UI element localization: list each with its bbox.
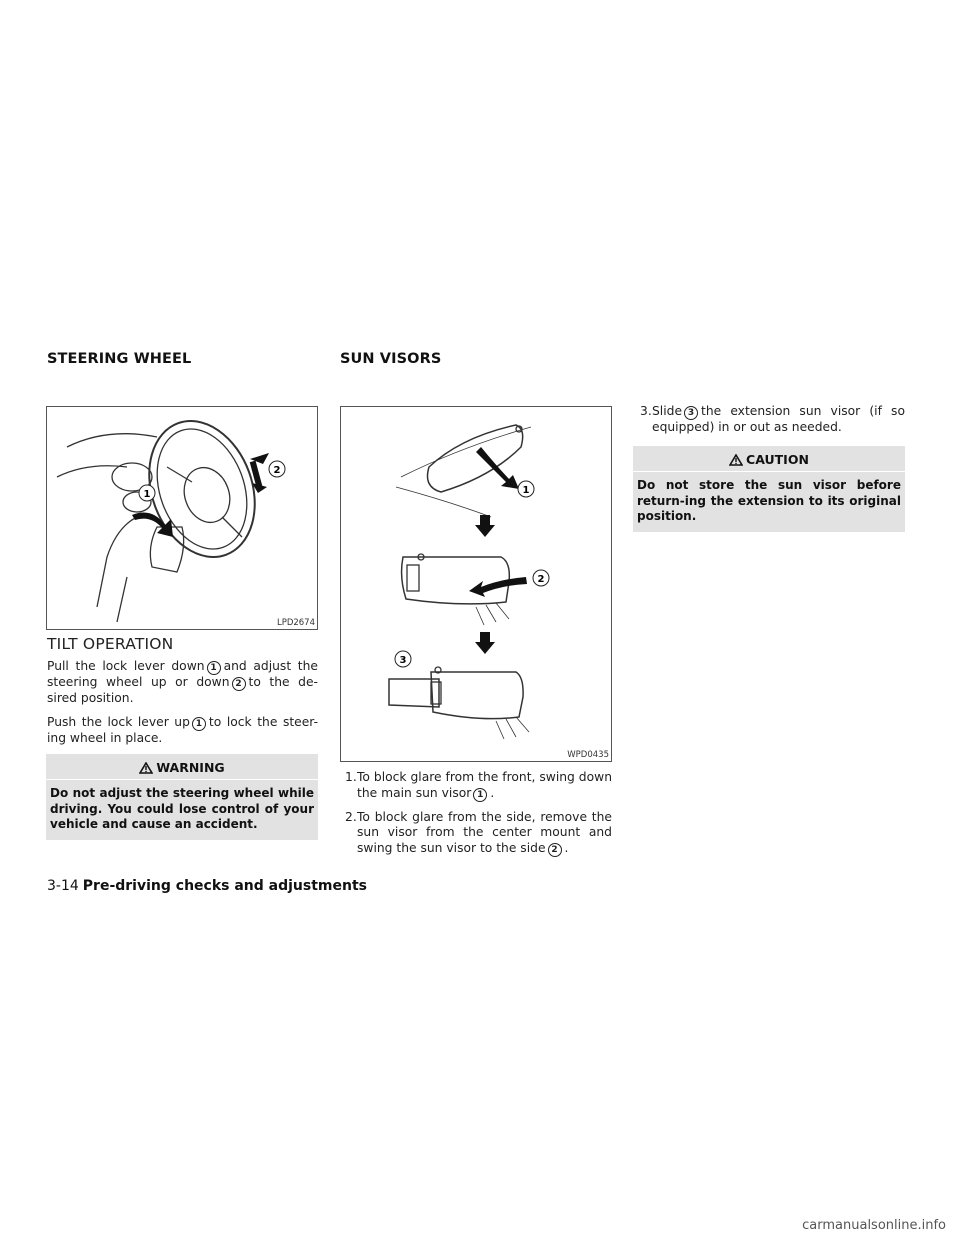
callout-1: 1 [143,489,151,500]
page-number: 3-14 [47,878,79,894]
caution-label: CAUTION [746,452,809,467]
callout-3-icon: 3 [684,406,698,420]
callout-1-icon: 1 [192,717,206,731]
steering-wheel-figure [46,406,318,630]
warning-header [46,754,318,780]
tilt-operation-text [47,659,318,754]
warning-triangle-icon [729,454,743,466]
list-item: 2. To block glare from the side, remove the sun visor from the center mount and swing the sun visor to the side 2 . [345,809,612,855]
callout-1-icon: 1 [473,788,487,802]
callout-2: 2 [273,465,281,476]
subheading-tilt-operation: TILT OPERATION [47,635,174,653]
figure-code: LPD2674 [276,618,315,628]
caution-header [633,446,905,472]
section-title-steering-wheel: STEERING WHEEL [47,351,192,367]
callout-1: 1 [522,485,530,496]
section-title-sun-visors: SUN VISORS [340,351,442,367]
callout-2-icon: 2 [548,843,562,857]
paragraph-tilt-lock: Push the lock lever up 1 to lock the steer-ing wheel in place. [47,714,319,745]
warning-box [46,754,318,840]
sun-visor-steps [345,770,612,865]
callout-3: 3 [399,655,407,666]
caution-box [633,446,905,532]
list-item: 3. Slide 3 the extension sun visor (if so equipped) in or out as needed. [640,404,905,434]
warning-text: Do not adjust the steering wheel while driving. You could lose control of your vehicle and cause an accident. [50,786,314,831]
sun-visor-figure [340,406,612,762]
callout-2-icon: 2 [232,677,246,691]
figure-code: WPD0435 [567,750,609,760]
callout-2: 2 [537,574,545,585]
paragraph-tilt-adjust: Pull the lock lever down 1 and adjust the steering wheel up or down 2 to the de-sired position. [47,659,318,705]
callout-1-icon: 1 [207,661,221,675]
list-item: 1. To block glare from the front, swing down the main sun visor 1 . [345,770,612,800]
sun-visor-illustration [341,407,611,761]
watermark: carmanualsonline.info [802,1218,946,1233]
caution-text: Do not store the sun visor before return-ing the extension to its original position. [637,478,901,523]
sun-visor-step-3 [640,404,905,444]
chapter-title: Pre-driving checks and adjustments [82,878,367,894]
page-footer [47,878,367,894]
warning-label: WARNING [156,760,225,775]
warning-triangle-icon [139,762,153,774]
steering-wheel-illustration [47,407,317,629]
